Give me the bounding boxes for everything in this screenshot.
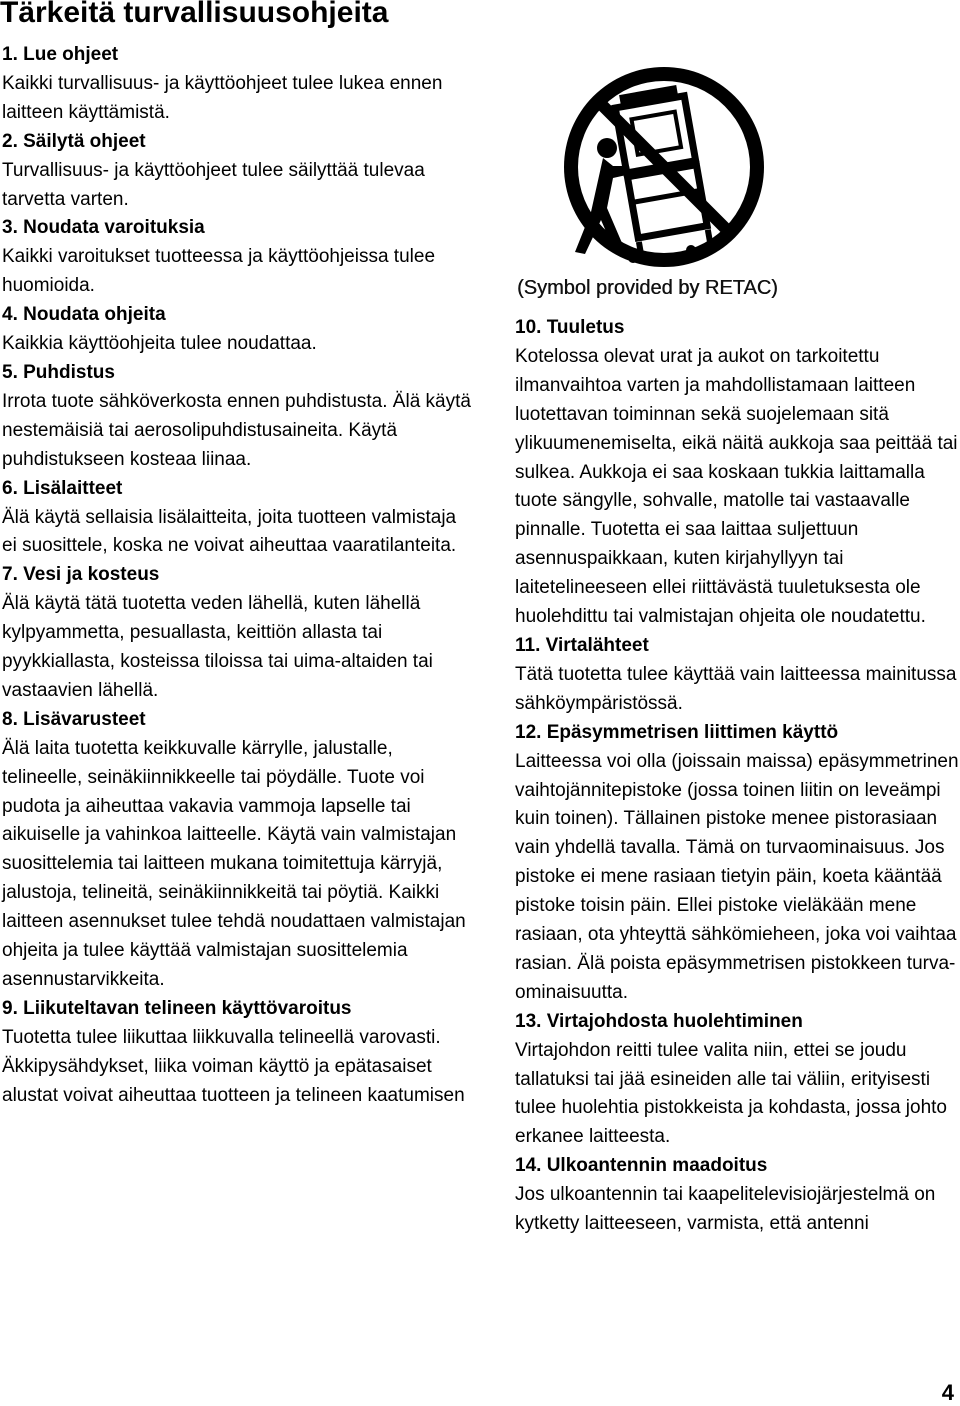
section-heading: 13. Virtajohdosta huolehtiminen — [515, 1010, 803, 1032]
section-9 — [2, 995, 472, 1111]
section-heading: 12. Epäsymmetrisen liittimen käyttö — [515, 721, 839, 743]
section-heading: 11. Virtalähteet — [515, 634, 649, 656]
section-body: Irrota tuote sähköverkosta ennen puhdistusta. Älä käytä nestemäisiä tai aerosolipuhdistusaineita. Käytä puhdistukseen kosteaa liinaa. — [2, 390, 471, 470]
section-body: Jos ulkoantennin tai kaapelitelevisiojärjestelmä on kytketty laitteeseen, varmista, että antenni — [515, 1184, 936, 1235]
section-3 — [2, 214, 472, 301]
section-heading: 8. Lisävarusteet — [2, 708, 146, 730]
page-number: 4 — [941, 1380, 954, 1405]
section-body: Tuotetta tulee liikuttaa liikkuvalla telineellä varovasti. Äkkipysähdykset, liika voiman käyttö ja epätasaiset alustat voivat aiheuttaa tuotteen ja telineen kaatumisen — [2, 1026, 465, 1106]
cart-tip-over-warning-icon — [515, 62, 815, 312]
section-7 — [2, 561, 472, 706]
section-5 — [2, 359, 472, 475]
section-body: Tätä tuotetta tulee käyttää vain laitteessa mainitussa sähköympäristössä. — [515, 663, 957, 714]
section-body: Kaikki turvallisuus- ja käyttöohjeet tulee lukea ennen laitteen käyttämistä. — [2, 72, 443, 123]
section-8 — [2, 706, 472, 995]
section-heading: 2. Säilytä ohjeet — [2, 130, 146, 152]
section-heading: 10. Tuuletus — [515, 317, 625, 338]
figure-caption: (Symbol provided by RETAC) — [517, 277, 778, 299]
section-body: Kaikki varoitukset tuotteessa ja käyttöohjeissa tulee huomioida. — [2, 246, 436, 297]
section-11 — [515, 632, 960, 719]
section-body: Älä käytä sellaisia lisälaitteita, joita tuotteen valmistaja ei suosittele, koska ne voivat aiheuttaa vaaratilanteita. — [2, 506, 457, 557]
section-10 — [515, 314, 960, 632]
section-heading: 3. Noudata varoituksia — [2, 217, 205, 239]
left-column — [2, 41, 472, 1111]
section-body: Kaikkia käyttöohjeita tulee noudattaa. — [2, 333, 317, 355]
section-body: Kotelossa olevat urat ja aukot on tarkoitettu ilmanvaihtoa varten ja mahdollistamaan laitteen luotettavan toiminnan sekä suojelemaan sitä ylikuumenemiselta, eikä näitä aukkoja saa peittää tai sulkea. Aukkoja ei saa koskaan tukkia laittamalla tuote sängylle, sohvalle, matolle tai vastaavalle pinnalle. Tuotetta ei saa laittaa suljettuun asennuspaikkaan, kuten kirjahyllyyn tai laitetelineeseen ellei riittävästä tuuletuksesta ole huolehdittu tai valmistajan ohjeita ole noudatettu. — [515, 345, 958, 628]
section-body: Turvallisuus- ja käyttöohjeet tulee säilyttää tulevaa tarvetta varten. — [2, 159, 425, 210]
section-4 — [2, 301, 472, 359]
cart-tip-over-symbol — [515, 62, 815, 272]
section-body: Laitteessa voi olla (joissain maissa) epäsymmetrinen vaihtojännitepistoke (jossa toinen liitin on leveämpi kuin toinen). Tällainen pistoke menee pistorasiaan vain yhdellä tavalla. Tämä on turvaominaisuus. Jos pistoke ei mene rasiaan tietyin päin, koeta kääntää pistoke toisin päin. Ellei pistoke vieläkään mene rasiaan, ota yhteyttä sähkömieheen, joka voi vaihtaa rasian. Älä poista epäsymmetrisen pistokkeen turva-ominaisuutta. — [515, 750, 959, 1003]
section-2 — [2, 128, 472, 215]
section-14 — [515, 1152, 960, 1239]
page-title: Tärkeitä turvallisuusohjeita — [0, 0, 389, 29]
section-heading: 1. Lue ohjeet — [2, 44, 119, 65]
section-13 — [515, 1008, 960, 1153]
section-heading: 9. Liikuteltavan telineen käyttövaroitus — [2, 997, 352, 1019]
section-heading: 14. Ulkoantennin maadoitus — [515, 1155, 768, 1177]
section-heading: 5. Puhdistus — [2, 361, 115, 383]
section-heading: 6. Lisälaitteet — [2, 477, 123, 499]
section-1 — [2, 41, 472, 128]
section-body: Virtajohdon reitti tulee valita niin, ettei se joudu tallatuksi tai jää esineiden alle tai väliin, erityisesti tulee huolehtia pistokkeista ja kohdasta, jossa johto erkanee laitteesta. — [515, 1039, 947, 1148]
section-6 — [2, 475, 472, 562]
section-body: Älä laita tuotetta keikkuvalle kärrylle, jalustalle, telineelle, seinäkiinnikkeelle tai pöydälle. Tuote voi pudota ja aiheuttaa vakavia vammoja lapselle tai aikuiselle ja vahinkoa laitteelle. Käytä vain valmistajan suosittelemia tai laitteen mukana toimitettuja kärryjä, jalustoja, telineitä, seinäkiinnikkeitä tai pöytiä. Kaikki laitteen asennukset tulee tehdä noudattaen valmistajan ohjeita ja tulee käyttää valmistajan suosittelemia asennustarvikkeita. — [2, 737, 466, 990]
right-column — [515, 314, 960, 1239]
section-body: Älä käytä tätä tuotetta veden lähellä, kuten lähellä kylpyammetta, pesuallasta, keittiön allasta tai pyykkiallasta, kosteissa tiloissa tai uima-altaiden tai vastaavien lähellä. — [2, 593, 433, 701]
section-12 — [515, 719, 960, 1008]
section-heading: 4. Noudata ohjeita — [2, 304, 166, 326]
section-heading: 7. Vesi ja kosteus — [2, 564, 160, 586]
